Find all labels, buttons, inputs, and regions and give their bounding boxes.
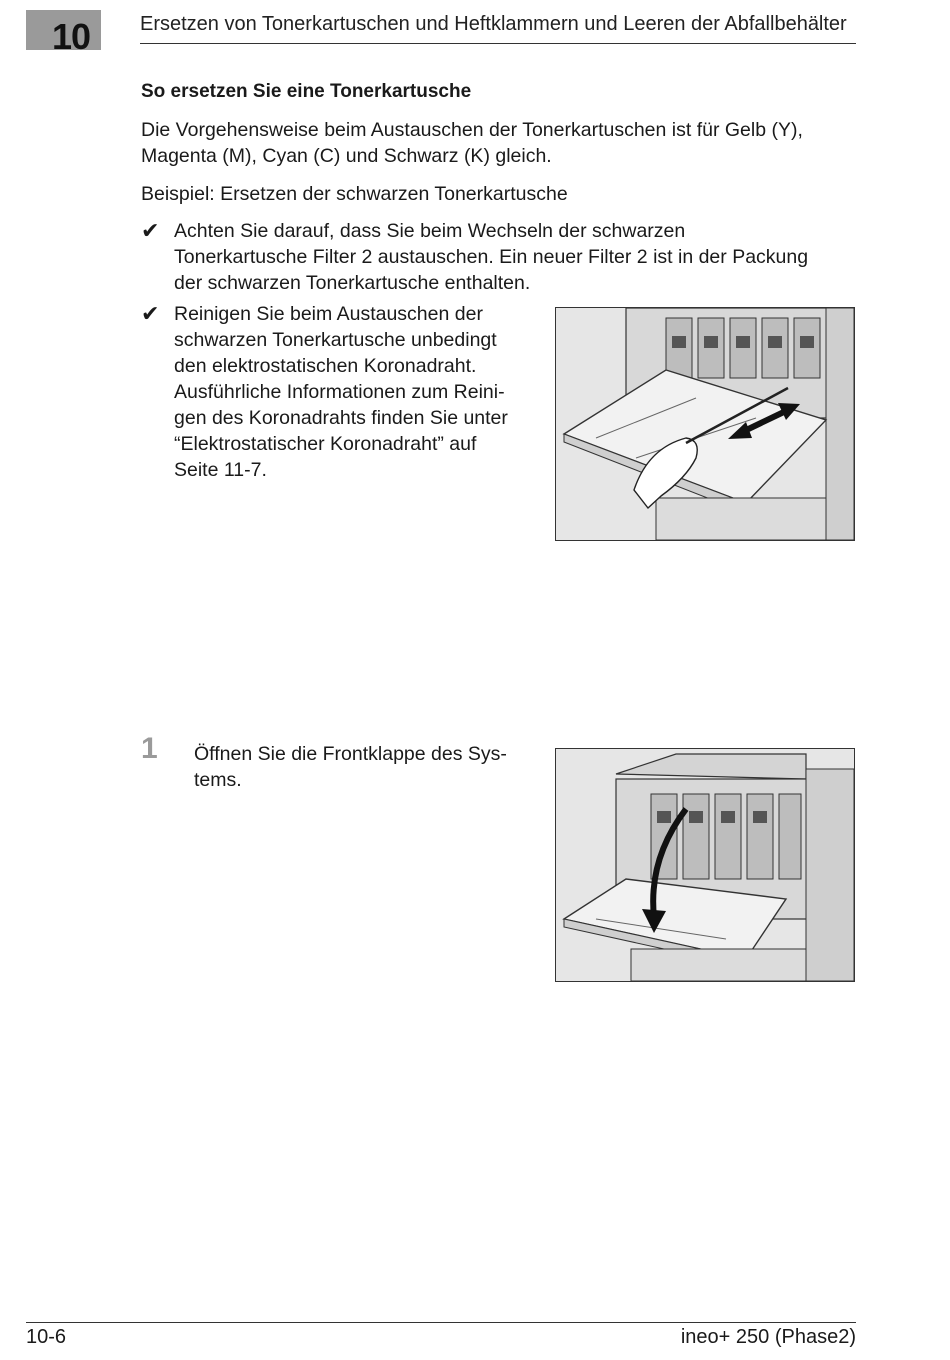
- check-line: schwarzen Tonerkartusche unbedingt: [174, 329, 497, 351]
- section-title: So ersetzen Sie eine Tonerkartusche: [141, 81, 472, 102]
- product-name: ineo+ 250 (Phase2): [680, 1326, 856, 1348]
- step-text: [194, 741, 544, 793]
- check-line: Tonerkartusche Filter 2 austauschen. Ein neuer Filter 2 ist in der Packung: [174, 246, 809, 268]
- step-line: tems.: [194, 769, 242, 791]
- open-front-door-illustration: [555, 748, 855, 982]
- check-line: Achten Sie darauf, dass Sie beim Wechseln der schwarzen: [174, 220, 686, 242]
- intro-line-1: Die Vorgehensweise beim Austauschen der Tonerkartuschen ist für Gelb (Y),: [141, 119, 803, 141]
- check-line: der schwarzen Tonerkartusche enthalten.: [174, 272, 531, 294]
- checkmark-icon: ✔: [141, 301, 160, 326]
- step-number: 1: [141, 732, 158, 765]
- check-line: Seite 11-7.: [174, 459, 267, 481]
- step-line: Öffnen Sie die Frontklappe des Sys-: [194, 743, 507, 765]
- check-line: Ausführliche Informationen zum Reini-: [174, 381, 505, 403]
- check-line: “Elektrostatischer Koronadraht” auf: [174, 433, 477, 455]
- check-line: gen des Koronadrahts finden Sie unter: [174, 407, 508, 429]
- chapter-title: Ersetzen von Tonerkartuschen und Heftklammern und Leeren der Abfallbehälter: [140, 13, 847, 35]
- chapter-number: 10: [52, 16, 91, 57]
- corona-wire-cleaning-illustration: [555, 307, 855, 541]
- page-number: 10-6: [26, 1326, 67, 1348]
- check-line: den elektrostatischen Koronadraht.: [174, 355, 477, 377]
- example-text: Beispiel: Ersetzen der schwarzen Tonerkartusche: [141, 183, 568, 205]
- checkmark-icon: ✔: [141, 218, 160, 243]
- header-divider: [140, 43, 856, 44]
- printer-front-door-icon: [556, 749, 854, 981]
- intro-line-2: Magenta (M), Cyan (C) und Schwarz (K) gleich.: [141, 145, 552, 167]
- check-line: Reinigen Sie beim Austauschen der: [174, 303, 483, 325]
- check-item-corona-wire: [141, 301, 541, 486]
- footer-divider: [26, 1322, 856, 1323]
- check-item-filter: [141, 218, 861, 298]
- printer-open-cleaning-icon: [556, 308, 854, 540]
